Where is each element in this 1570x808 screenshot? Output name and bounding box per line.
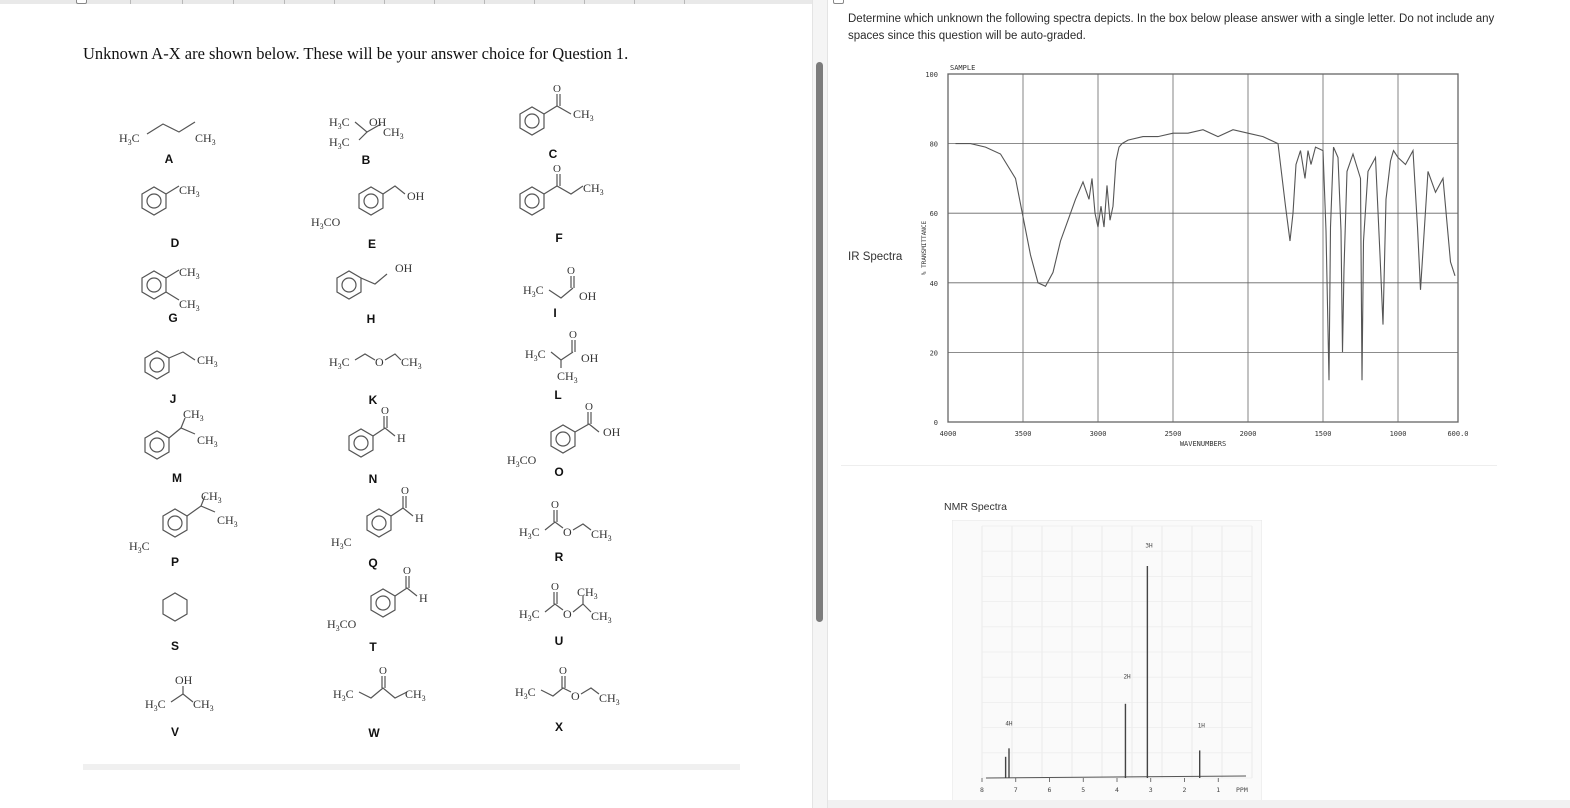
svg-text:CH3: $CH_3$: [401, 355, 422, 371]
svg-text:CH3: $CH_3$: [573, 107, 594, 123]
ir-spectrum-chart: [916, 56, 1498, 466]
svg-text:H3C: $H_3C$: [515, 685, 536, 701]
svg-text:H: H: [419, 591, 428, 605]
compound-letter: X: [554, 720, 564, 734]
svg-text:CH3: $CH_3$: [405, 687, 426, 703]
svg-text:CH3: $CH_3$: [179, 183, 200, 199]
compound-letter: G: [168, 311, 178, 325]
structure-W: [333, 665, 426, 703]
question-pane: [828, 0, 1570, 808]
compound-letter: R: [554, 550, 564, 564]
structure-K: [329, 354, 422, 371]
pane-bottom-bar: [828, 800, 1570, 808]
compound-letter: B: [361, 153, 371, 167]
svg-text:CH3: $CH_3$: [383, 125, 404, 141]
ir-x-tick-label: 2500: [1164, 430, 1182, 438]
structure-A: [119, 122, 216, 147]
structure-L: [525, 329, 599, 385]
structure-M: [145, 407, 218, 459]
structure-S: [163, 593, 187, 621]
compound-letter: C: [548, 147, 558, 161]
compound-letter: Q: [368, 556, 378, 570]
svg-text:H3CO: $H_3CO$: [327, 617, 357, 633]
svg-text:OH: OH: [175, 673, 193, 687]
scrollbar-thumb[interactable]: [816, 62, 823, 622]
ir-y-axis-label: % TRANSMITTANCE: [921, 220, 928, 276]
compound-letter: N: [368, 472, 378, 486]
ir-title: SAMPLE: [950, 64, 976, 72]
svg-text:H3C: $H_3C$: [523, 283, 544, 299]
svg-text:O: O: [379, 665, 387, 677]
compound-letter: M: [172, 471, 182, 485]
svg-text:H3C: $H_3C$: [519, 607, 540, 623]
compound-letter: S: [170, 639, 180, 653]
compound-letter: V: [170, 725, 180, 739]
svg-text:CH3: $CH_3$: [591, 609, 612, 625]
question-prompt: Determine which unknown the following spectra depicts. In the box below please answer with a single letter. Do not include any spaces since this question will be auto-graded.: [848, 13, 1495, 42]
compound-letter: J: [169, 392, 177, 406]
structure-E: [311, 186, 425, 231]
svg-text:O: O: [563, 607, 572, 621]
svg-text:H3C: $H_3C$: [119, 131, 140, 147]
compound-letter: U: [554, 634, 564, 648]
svg-text:H3C: $H_3C$: [333, 687, 354, 703]
instructions-text: Unknown A-X are shown below. These will be your answer choice for Question 1.: [83, 44, 629, 63]
ir-y-tick-label: 20: [929, 349, 938, 358]
structure-D: [142, 183, 200, 215]
svg-text:H: H: [397, 431, 406, 445]
svg-text:CH3: $CH_3$: [577, 585, 598, 601]
nmr-x-tick-label: 3: [1148, 786, 1153, 794]
ir-y-tick-label: 100: [925, 71, 938, 79]
structure-sheet: [83, 70, 740, 770]
structure-N: [349, 405, 406, 457]
structure-T: [327, 565, 428, 633]
svg-text:H3CO: $H_3CO$: [507, 453, 537, 469]
nmr-peak-label: 1H: [1197, 722, 1205, 730]
svg-text:O: O: [553, 163, 561, 175]
svg-text:H3C: $H_3C$: [331, 535, 352, 551]
svg-text:CH3: $CH_3$: [179, 297, 200, 313]
svg-text:CH3: $CH_3$: [195, 131, 216, 147]
structure-R: [519, 499, 612, 543]
compound-letter: H: [366, 312, 376, 326]
nmr-peak-label: 4H: [1005, 720, 1013, 728]
nmr-x-tick-label: 4: [1115, 786, 1119, 794]
structure-J: [145, 351, 218, 379]
svg-text:O: O: [403, 565, 411, 577]
nmr-label: NMR Spectra: [944, 501, 1008, 513]
compound-letter: W: [368, 726, 380, 740]
svg-text:H3C: $H_3C$: [145, 697, 166, 713]
compound-letter: E: [367, 237, 377, 251]
compound-letter: F: [555, 231, 563, 245]
ir-x-tick-label: 1000: [1389, 430, 1407, 438]
svg-text:O: O: [569, 329, 577, 341]
sheet-bottom-edge: [83, 764, 740, 770]
svg-text:CH3: $CH_3$: [179, 265, 200, 281]
structure-G: [142, 265, 200, 313]
svg-text:H3C: $H_3C$: [329, 355, 350, 371]
ir-x-tick-label: 600.0: [1447, 430, 1469, 438]
structure-drawings: [83, 70, 740, 770]
nmr-x-tick-label: 6: [1047, 786, 1052, 794]
structure-U: [519, 581, 612, 625]
nmr-peak-label: 2H: [1123, 673, 1131, 681]
structure-H: [337, 261, 413, 299]
compound-letter: D: [170, 236, 180, 250]
svg-text:O: O: [375, 355, 384, 369]
svg-text:OH: OH: [395, 261, 413, 275]
selection-checkbox[interactable]: [76, 0, 87, 4]
svg-text:O: O: [559, 665, 567, 677]
nmr-plot-frame: [952, 520, 1262, 802]
ir-y-tick-label: 60: [929, 210, 938, 219]
svg-text:CH3: $CH_3$: [599, 691, 620, 707]
compound-letter: P: [170, 555, 180, 569]
ir-plot-frame: [948, 74, 1458, 422]
ir-y-tick-label: 0: [933, 419, 938, 427]
compound-letter: L: [554, 388, 562, 402]
selection-checkbox[interactable]: [833, 0, 844, 4]
svg-text:O: O: [563, 525, 572, 539]
svg-text:H3C: $H_3C$: [519, 525, 540, 541]
structure-O: [507, 401, 621, 469]
structure-I: [523, 265, 597, 303]
svg-text:CH3: $CH_3$: [197, 353, 218, 369]
structure-C: [520, 83, 594, 135]
svg-text:OH: OH: [603, 425, 621, 439]
svg-text:O: O: [551, 499, 559, 511]
ir-y-tick-label: 40: [929, 279, 938, 288]
svg-text:OH: OH: [581, 351, 599, 365]
ir-x-tick-label: 1500: [1314, 430, 1332, 438]
nmr-spectrum-chart: [952, 520, 1262, 802]
ir-x-tick-label: 4000: [939, 430, 957, 438]
structure-Q: [331, 485, 424, 551]
ir-label: IR Spectra: [848, 251, 903, 263]
structure-B: [329, 115, 404, 151]
ir-x-axis-label: WAVENUMBERS: [1179, 440, 1227, 448]
svg-text:CH3: $CH_3$: [557, 369, 578, 385]
ir-x-tick-label: 2000: [1239, 430, 1257, 438]
structure-X: [515, 665, 620, 707]
svg-text:O: O: [585, 401, 593, 413]
table-header-strip: [0, 0, 812, 4]
ir-y-tick-label: 80: [929, 140, 938, 149]
svg-text:CH3: $CH_3$: [197, 433, 218, 449]
svg-text:CH3: $CH_3$: [201, 489, 222, 505]
svg-text:H: H: [415, 511, 424, 525]
svg-text:CH3: $CH_3$: [591, 527, 612, 543]
structure-P: [129, 489, 238, 555]
nmr-x-tick-label: 1: [1216, 786, 1221, 794]
svg-text:O: O: [567, 265, 575, 277]
structure-F: [520, 163, 604, 215]
nmr-x-axis-label: PPM: [1236, 786, 1248, 794]
nmr-x-tick-label: 7: [1013, 786, 1018, 794]
svg-text:OH: OH: [579, 289, 597, 303]
svg-text:O: O: [553, 83, 561, 95]
svg-text:CH3: $CH_3$: [183, 407, 204, 423]
structure-V: [145, 673, 214, 713]
compound-letter: O: [554, 465, 564, 479]
nmr-x-tick-label: 8: [980, 786, 984, 794]
svg-text:OH: OH: [369, 115, 387, 129]
svg-text:H3C: $H_3C$: [129, 539, 150, 555]
svg-text:H3CO: $H_3CO$: [311, 215, 341, 231]
compound-letter: I: [553, 306, 557, 320]
compound-letter: K: [368, 393, 378, 407]
svg-text:CH3: $CH_3$: [583, 181, 604, 197]
svg-text:H3C: $H_3C$: [525, 347, 546, 363]
svg-text:O: O: [381, 405, 389, 417]
svg-text:H3C: $H_3C$: [329, 135, 350, 151]
svg-text:CH3: $CH_3$: [193, 697, 214, 713]
nmr-peak-label: 3H: [1145, 542, 1153, 550]
nmr-x-tick-label: 2: [1182, 786, 1187, 794]
nmr-x-tick-label: 5: [1081, 786, 1086, 794]
compound-letter: A: [164, 152, 174, 166]
svg-text:OH: OH: [407, 189, 425, 203]
svg-text:H3C: $H_3C$: [329, 115, 350, 131]
ir-x-tick-label: 3500: [1014, 430, 1032, 438]
ir-x-tick-label: 3000: [1089, 430, 1107, 438]
svg-text:O: O: [571, 689, 580, 703]
compound-letter: T: [369, 640, 377, 654]
svg-text:O: O: [401, 485, 409, 497]
svg-text:O: O: [551, 581, 559, 593]
svg-text:CH3: $CH_3$: [217, 513, 238, 529]
